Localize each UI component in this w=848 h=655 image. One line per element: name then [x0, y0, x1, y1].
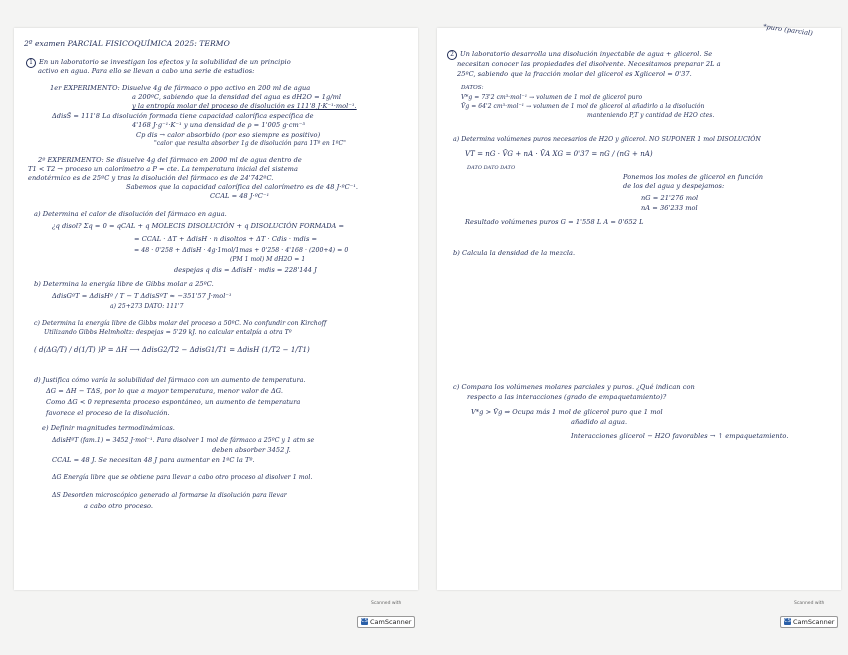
- exp1-line: ΔdisS̄ = 111'8 La disolución formada tiene capacidad calorífica específica de: [52, 112, 314, 120]
- qa-line: = CCAL · ΔT + ΔdisH · n disoltos + ΔT · Cdis · mdis =: [134, 235, 318, 243]
- qb-line: ΔdisGºT = ΔdisHº / T − T ΔdisSºT ≈ −351'57 J·mol⁻¹: [52, 292, 232, 300]
- qa-line: a) Determina el calor de disolución del fármaco en agua.: [34, 210, 227, 218]
- qe-line: CCAL = 48 J. Se necesitan 48 J para aumentar en 1ºC la Tº.: [52, 456, 255, 464]
- exp2-line: CCAL = 48 J·ºC⁻¹: [210, 192, 270, 200]
- qd-line: d) Justifica cómo varía la solubilidad del fármaco con un aumento de temperatura.: [34, 376, 306, 384]
- q2-intro-line: 2 Un laboratorio desarrolla una disolución inyectable de agua + glicerol. Se: [447, 50, 712, 60]
- q2c-line: añadido al agua.: [571, 418, 628, 426]
- dato-line: manteniendo P,T y cantidad de H2O ctes.: [587, 112, 715, 119]
- q2a-line: Ponemos los moles de glicerol en función: [623, 173, 764, 181]
- q2a-line: DATO DATO DATO: [467, 165, 516, 171]
- q2c-line: Interacciones glicerol − H2O favorables → ↑ empaquetamiento.: [571, 432, 789, 440]
- qe-line: ΔS Desorden microscópico generado al formarse la disolución para llevar: [52, 492, 287, 499]
- qd-line: Como ΔG < 0 representa proceso espontáneo, un aumento de temperatura: [46, 398, 301, 406]
- qd-line: favorece el proceso de la disolución.: [46, 409, 170, 417]
- exp1-line: 1er EXPERIMENTO: Disuelve 4g de fármaco o ppo activo en 200 ml de agua: [50, 84, 311, 92]
- qc-line: Utilizando Gibbs Helmholtz: despejas = 5'29 kJ. no calcular entalpía a otra Tº: [44, 329, 292, 336]
- question-1-number: 1: [26, 58, 36, 68]
- camscanner-brand: CamScanner: [793, 617, 835, 626]
- exp1-line: Cp dis → calor absorbido (por eso siempre es positivo): [136, 131, 321, 139]
- camscanner-watermark: [780, 601, 838, 628]
- qa-line: (PM 1 mol) M dH2O = 1: [230, 256, 306, 263]
- exp1-line: y la entropía molar del proceso de disolución es 111'8 J·K⁻¹·mol⁻¹.: [132, 102, 357, 110]
- exp1-line: "calor que resulta absorber 1g de disolución para 1Tº en 1ºC": [154, 140, 346, 147]
- qa-line: = 48 · 0'258 + ΔdisH · 4g·1mol/1mas + 0'258 · 4'168 · (200+4) = 0: [134, 247, 349, 254]
- q2c-line: respecto a las interacciones (grado de empaquetamiento)?: [467, 393, 667, 401]
- scanned-with-text: Scanned with: [794, 601, 825, 606]
- q2c-line: V*g > V̄g ⇒ Ocupa más 1 mol de glicerol puro que 1 mol: [471, 408, 663, 416]
- q2b-line: b) Calcula la densidad de la mezcla.: [453, 249, 576, 257]
- exp2-line: endotérmico es de 25ºC y tras la disolución del fármaco es de 24'742ºC.: [28, 174, 274, 182]
- q1-intro-line: 1 En un laboratorio se investigan los efectos y la solubilidad de un principio: [26, 58, 291, 68]
- camscanner-logo-icon: CS: [361, 618, 368, 624]
- exp2-line: T1 < T2 → proceso un calorímetro a P = cte. La temperatura inicial del sistema: [28, 165, 298, 173]
- camscanner-brand: CamScanner: [370, 617, 412, 626]
- datos-label: DATOS:: [461, 85, 484, 91]
- qd-line: ΔG = ΔH − TΔS, por lo que a mayor temperatura, menor valor de ΔG.: [46, 387, 283, 395]
- qa-line: ¿q disol? Σq = 0 = qCAL + q MOLECIS DISOLUCIÓN + q DISOLUCIÓN FORMADA =: [52, 222, 345, 230]
- exp1-line: a 200ºC, sabiendo que la densidad del agua es dH2O = 1g/ml: [132, 93, 342, 101]
- qe-line: deben absorber 3452 J.: [212, 446, 291, 454]
- qc-line: c) Determina la energía libre de Gibbs molar del proceso a 50ºC. No confundir con Kirchoff: [34, 320, 327, 327]
- exam-header: 2º examen PARCIAL FISICOQUÍMICA 2025: TERMO: [24, 39, 230, 48]
- exam-page-1: [14, 28, 418, 590]
- qa-line: despejas q dis = ΔdisH · mdis = 228'144 J: [174, 266, 317, 274]
- question-2-number: 2: [447, 50, 457, 60]
- qe-line: a cabo otro proceso.: [84, 502, 154, 510]
- exp1-line: 4'168 J·g⁻¹·K⁻¹ y una densidad de ρ = 1'005 g·cm⁻³: [132, 121, 306, 129]
- margin-note: *puro (parcial): [762, 22, 814, 38]
- q2a-line: Resultado volúmenes puros G = 1'558 L A = 0'652 L: [465, 218, 644, 226]
- q2a-line: nA = 36'233 mol: [641, 204, 698, 212]
- q2a-line: nG = 21'276 mol: [641, 194, 699, 202]
- camscanner-logo-icon: CS: [784, 618, 791, 624]
- qb-line: a) 25+273 DATO: 111'7: [110, 303, 184, 310]
- qb-line: b) Determina la energía libre de Gibbs molar a 25ºC.: [34, 280, 214, 288]
- camscanner-watermark: [357, 601, 415, 628]
- exp2-line: 2º EXPERIMENTO: Se disuelve 4g del fármaco en 2000 ml de agua dentro de: [38, 156, 302, 164]
- scanned-with-text: Scanned with: [371, 601, 402, 606]
- dato-line: V*g = 73'2 cm³·mol⁻¹ → volumen de 1 mol de glicerol puro: [461, 94, 643, 101]
- q2a-line: a) Determina volúmenes puros necesarios de H2O y glicerol. NO SUPONER 1 mol DISOLUCIÓN: [453, 136, 761, 143]
- q2c-line: c) Compara los volúmenes molares parciales y puros. ¿Qué indican con: [453, 383, 695, 391]
- exam-page-2: [437, 22, 841, 590]
- qc-line: ( d(ΔG/T) / d(1/T) )P = ΔH ⟶ ΔdisG2/T2 − ΔdisG1/T1 = ΔdisH (1/T2 − 1/T1): [34, 346, 310, 354]
- dato-line: V̄g = 64'2 cm³·mol⁻¹ → volumen de 1 mol de glicerol al añadirlo a la disolución: [461, 103, 705, 110]
- q2-intro-line: 25ºC, sabiendo que la fracción molar del glicerol es Xglicerol = 0'37.: [457, 70, 692, 78]
- q2a-line: VT = nG · V̄G + nA · V̄A XG = 0'37 = nG / (nG + nA): [465, 150, 653, 158]
- q2-intro-line: necesitan conocer las propiedades del disolvente. Necesitamos preparar 2L a: [457, 60, 721, 68]
- qe-line: ΔG Energía libre que se obtiene para llevar a cabo otro proceso al disolver 1 mol.: [52, 474, 313, 481]
- qe-line: e) Definir magnitudes termodinámicas.: [42, 424, 175, 432]
- q1-intro-line: activo en agua. Para ello se llevan a cabo una serie de estudios:: [38, 67, 255, 75]
- exp2-line: Sabemos que la capacidad calorífica del calorímetro es de 48 J·ºC⁻¹.: [126, 183, 359, 191]
- qe-line: ΔdisHºT (fam.1) = 3452 J·mol⁻¹. Para disolver 1 mol de fármaco a 25ºC y 1 atm se: [52, 437, 315, 444]
- q2a-line: de los del agua y despejamos:: [623, 182, 725, 190]
